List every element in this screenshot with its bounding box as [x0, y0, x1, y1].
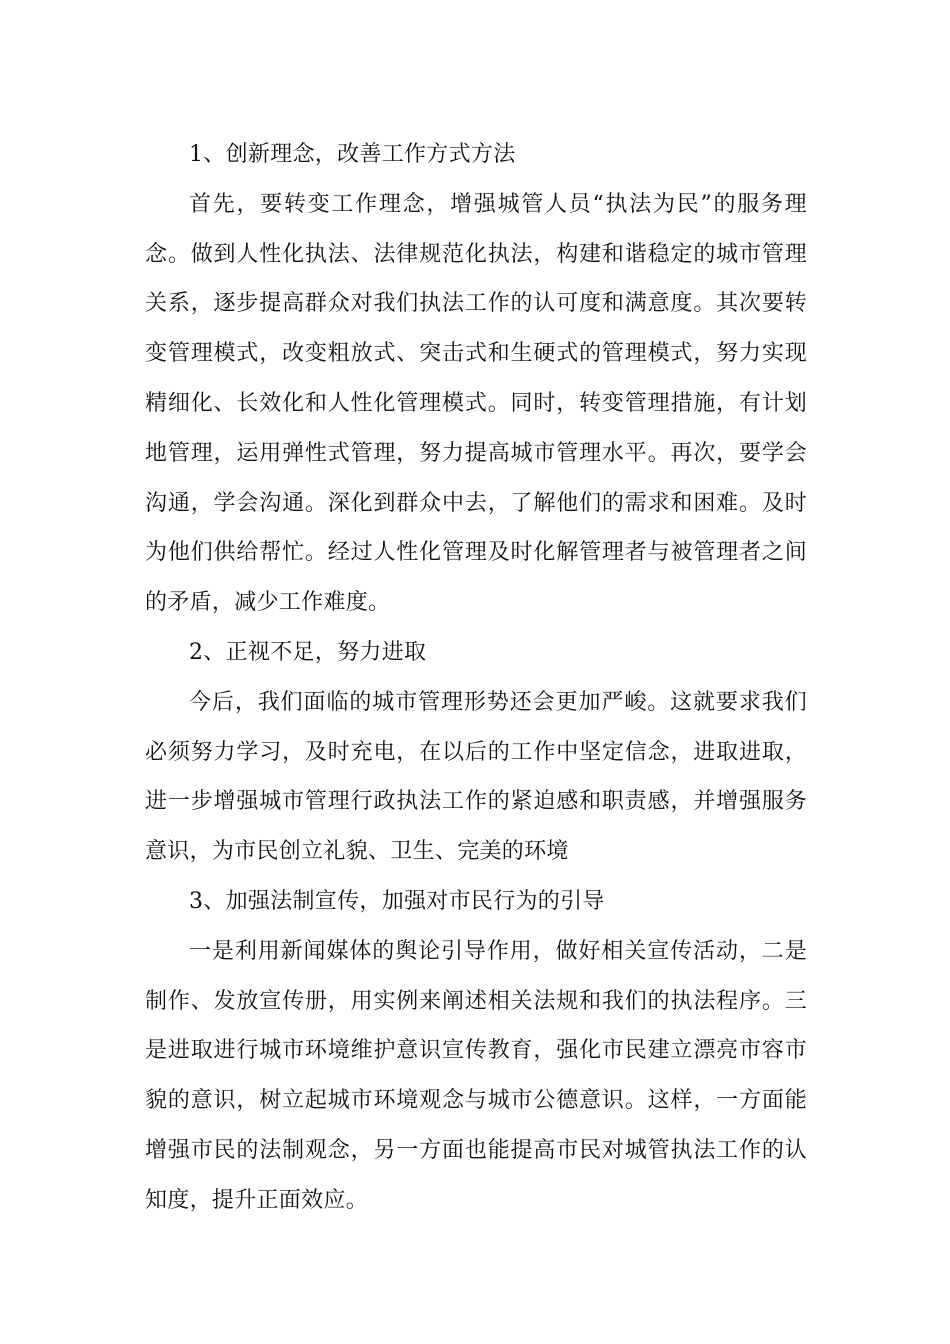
- section-heading-3: 3、加强法制宣传，加强对市民行为的引导: [189, 888, 605, 914]
- body-paragraph-3: 一是利用新闻媒体的舆论引导作用，做好相关宣传活动，二是制作、发放宣传册，用实例来阐述相关法规和我们的执法程序。三是进取进行城市环境维护意识宣传教育，强化市民建立漂亮市容市貌的意识，树立起城市环境观念与城市公德意识。这样，一方面能增强市民的法制观念，另一方面也能提高市民对城管执法工作的认知度，提升正面效应。: [145, 938, 807, 1213]
- body-paragraph-2: 今后，我们面临的城市管理形势还会更加严峻。这就要求我们必须努力学习，及时充电，在以后的工作中坚定信念，进取进取，进一步增强城市管理行政执法工作的紧迫感和职责感，并增强服务意识，为市民创立礼貌、卫生、完美的环境: [145, 689, 807, 865]
- section-heading-2: 2、正视不足，努力进取: [189, 639, 427, 665]
- document-body: [145, 130, 807, 1226]
- section-heading-1: 1、创新理念，改善工作方式方法: [189, 142, 516, 167]
- body-paragraph-1: 首先，要转变工作理念，增强城管人员“执法为民”的服务理念。做到人性化执法、法律规范化执法，构建和谐稳定的城市管理关系，逐步提高群众对我们执法工作的认可度和满意度。其次要转变管理模式，改变粗放式、突击式和生硬式的管理模式，努力实现精细化、长效化和人性化管理模式。同时，转变管理措施，有计划地管理，运用弹性式管理，努力提高城市管理水平。再次，要学会沟通，学会沟通。深化到群众中去，了解他们的需求和困难。及时为他们供给帮忙。经过人性化管理及时化解管理者与被管理者之间的矛盾，减少工作难度。: [145, 191, 807, 616]
